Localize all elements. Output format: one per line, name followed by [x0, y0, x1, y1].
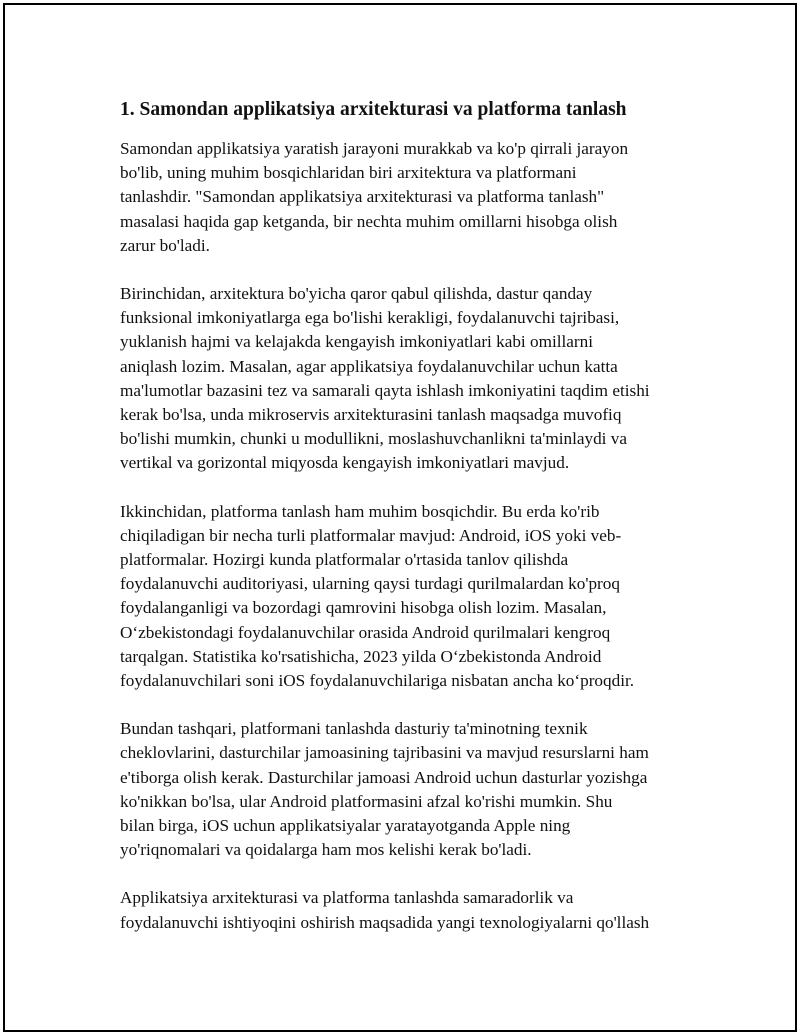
- paragraph: [120, 500, 700, 694]
- paragraph-line: cheklovlarini, dasturchilar jamoasining tajribasini va mavjud resurslarni ham: [120, 743, 649, 763]
- paragraph-line: O‘zbekistondagi foydalanuvchilar orasida Android qurilmalari kengroq: [120, 622, 611, 642]
- paragraph: [120, 717, 700, 862]
- paragraph-list: [120, 137, 700, 935]
- paragraph-line: Samondan applikatsiya yaratish jarayoni murakkab va ko'p qirrali jarayon: [120, 139, 629, 158]
- paragraph-line: masalasi haqida gap ketganda, bir nechta muhim omillarni hisobga olish: [120, 211, 618, 231]
- paragraph-line: foydalanganligi va bozordagi qamrovini hisobga olish lozim. Masalan,: [120, 598, 607, 618]
- paragraph-line: tarqalgan. Statistika ko'rsatishicha, 2023 yilda O‘zbekistonda Android: [120, 646, 602, 666]
- paragraph-line: zarur bo'ladi.: [120, 235, 210, 255]
- paragraph-line: platformalar. Hozirgi kunda platformalar o'rtasida tanlov qilishda: [120, 550, 569, 570]
- paragraph-line: bilan birga, iOS uchun applikatsiyalar yaratayotganda Apple ning: [120, 816, 571, 836]
- page-frame: [3, 3, 797, 1032]
- paragraph-line: Applikatsiya arxitekturasi va platforma tanlashda samaradorlik va: [120, 888, 574, 908]
- paragraph-line: kerak bo'lsa, unda mikroservis arxitekturasini tanlash maqsadga muvofiq: [120, 405, 622, 425]
- paragraph-line: ko'nikkan bo'lsa, ular Android platformasini afzal ko'rishi mumkin. Shu: [120, 791, 613, 811]
- paragraph-line: vertikal va gorizontal miqyosda kengayish imkoniyatlari mavjud.: [120, 453, 570, 473]
- paragraph-line: aniqlash lozim. Masalan, agar applikatsiya foydalanuvchilar uchun katta: [120, 356, 618, 376]
- paragraph-line: tanlashdir. "Samondan applikatsiya arxitekturasi va platforma tanlash": [120, 187, 605, 207]
- paragraph-line: foydalanuvchi auditoriyasi, ularning qaysi turdagi qurilmalardan ko'proq: [120, 574, 620, 594]
- paragraph-line: foydalanuvchi ishtiyoqini oshirish maqsadida yangi texnologiyalarni qo'llash: [120, 912, 650, 932]
- paragraph-line: yo'riqnomalari va qoidalarga ham mos kelishi kerak bo'ladi.: [120, 840, 532, 860]
- page-content: [120, 97, 700, 959]
- page-title: 1. Samondan applikatsiya arxitekturasi va platforma tanlash: [120, 99, 627, 120]
- paragraph: [120, 886, 700, 934]
- paragraph-line: e'tiborga olish kerak. Dasturchilar jamoasi Android uchun dasturlar yozishga: [120, 767, 648, 787]
- paragraph-line: ma'lumotlar bazasini tez va samarali qayta ishlash imkoniyatini taqdim etishi: [120, 380, 650, 400]
- paragraph-line: funksional imkoniyatlarga ega bo'lishi kerakligi, foydalanuvchi tajribasi,: [120, 308, 620, 328]
- paragraph-line: chiqiladigan bir necha turli platformalar mavjud: Android, iOS yoki veb-: [120, 525, 622, 545]
- paragraph: [120, 137, 700, 258]
- paragraph-line: foydalanuvchilari soni iOS foydalanuvchilariga nisbatan ancha ko‘proqdir.: [120, 671, 635, 691]
- paragraph-line: Birinchidan, arxitektura bo'yicha qaror qabul qilishda, dastur qanday: [120, 284, 593, 304]
- paragraph: [120, 282, 700, 476]
- paragraph-line: Ikkinchidan, platforma tanlash ham muhim bosqichdir. Bu erda ko'rib: [120, 501, 600, 521]
- paragraph-line: bo'lib, uning muhim bosqichlaridan biri arxitektura va platformani: [120, 163, 577, 183]
- paragraph-line: Bundan tashqari, platformani tanlashda dasturiy ta'minotning texnik: [120, 719, 588, 739]
- paragraph-line: yuklanish hajmi va kelajakda kengayish imkoniyatlari kabi omillarni: [120, 332, 594, 352]
- paragraph-line: bo'lishi mumkin, chunki u modullikni, moslashuvchanlikni ta'minlaydi va: [120, 429, 627, 449]
